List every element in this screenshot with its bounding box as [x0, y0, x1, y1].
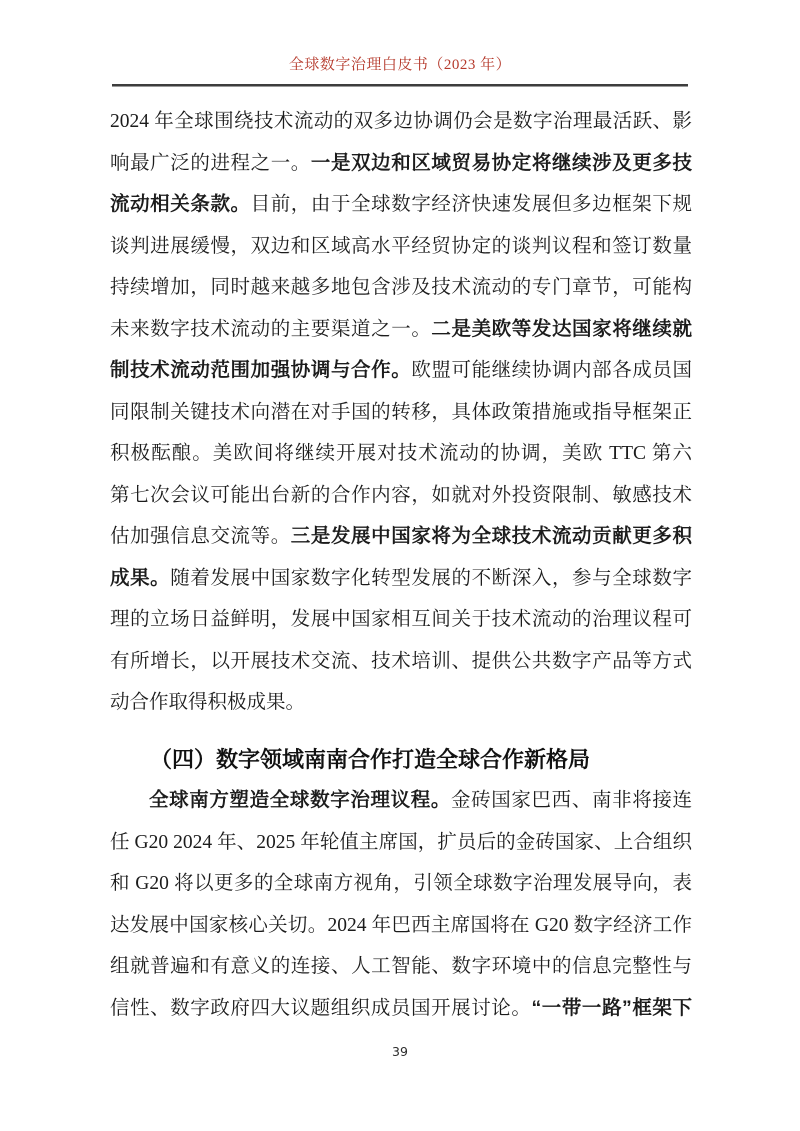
bold-text-segment: “一带一路”框架下: [531, 996, 692, 1019]
bold-text-segment: 全球南方塑造全球数字治理议程。: [149, 789, 452, 811]
paragraph-technology-flow-outlook: [110, 101, 692, 724]
text-line: [110, 267, 692, 309]
text-line: [110, 863, 692, 905]
text-line: [110, 101, 692, 143]
text-segment: 组就普遍和有意义的连接、人工智能、数字环境中的信息完整性与: [110, 956, 692, 977]
text-segment: 随着发展中国家数字化转型发展的不断深入，参与全球数字: [170, 567, 692, 589]
text-line: [110, 905, 692, 947]
text-line: [110, 226, 692, 268]
text-segment: 理的立场日益鲜明，发展中国家相互间关于技术流动的治理议程可: [110, 609, 692, 630]
text-line: [110, 946, 692, 988]
text-line: [110, 558, 692, 600]
text-segment: 有所增长，以开展技术交流、技术培训、提供公共数字产品等方式: [110, 650, 692, 672]
page-number: 39: [392, 1044, 408, 1059]
text-segment: 响最广泛的进程之一。: [110, 152, 311, 174]
section-heading: （四）数字领域南南合作打造全球合作新格局: [150, 746, 591, 772]
bold-text-segment: 成果。: [110, 566, 171, 589]
text-line: [110, 780, 692, 822]
text-line: [110, 822, 692, 864]
text-segment: 第七次会议可能出台新的合作内容，如就对外投资限制、敏感技术: [110, 484, 692, 506]
text-line: [110, 599, 692, 641]
text-segment: 目前，由于全球数字经济快速发展但多边框架下规: [250, 194, 692, 215]
bold-text-segment: 三是发展中国家将为全球技术流动贡献更多积: [290, 525, 692, 547]
bold-text-segment: 一是双边和区域贸易协定将继续涉及更多技: [310, 151, 692, 174]
text-segment: 金砖国家巴西、南非将接连: [451, 790, 692, 811]
text-segment: 估加强信息交流等。: [110, 526, 291, 547]
text-segment: 欧盟可能继续协调内部各成员国: [411, 360, 692, 381]
text-line: [110, 392, 692, 434]
text-line: [110, 309, 692, 351]
bold-text-segment: 制技术流动范围加强协调与合作。: [110, 359, 412, 381]
text-segment: 达发展中国家核心关切。2024 年巴西主席国将在 G20 数字经济工作: [110, 914, 692, 936]
text-line: [110, 143, 692, 185]
text-line: [110, 184, 692, 226]
document-body: [110, 101, 692, 1029]
text-segment: 和 G20 将以更多的全球南方视角，引领全球数字治理发展导向，表: [110, 873, 692, 894]
header-rule: [112, 84, 688, 87]
header-title: 全球数字治理白皮书（2023 年）: [288, 57, 512, 73]
text-segment: 未来数字技术流动的主要渠道之一。: [110, 318, 432, 340]
text-segment: 谈判进展缓慢，双边和区域高水平经贸协定的谈判议程和签订数量: [110, 235, 692, 257]
text-line: [110, 641, 692, 683]
text-segment: 信性、数字政府四大议题组织成员国开展讨论。: [110, 997, 532, 1019]
text-line: [110, 988, 692, 1030]
text-line: [110, 682, 692, 724]
text-segment: 积极酝酿。美欧间将继续开展对技术流动的协调，美欧 TTC 第六: [110, 443, 692, 464]
text-segment: 动合作取得积极成果。: [110, 692, 306, 713]
bold-text-segment: 流动相关条款。: [110, 193, 251, 215]
text-segment: 持续增加，同时越来越多地包含涉及技术流动的专门章节，可能构: [110, 277, 692, 298]
text-segment: 2024 年全球围绕技术流动的双多边协调仍会是数字治理最活跃、影: [110, 111, 692, 132]
text-line: [110, 516, 692, 558]
bold-text-segment: 二是美欧等发达国家将继续就: [431, 317, 692, 340]
text-line: [110, 350, 692, 392]
text-segment: 同限制关键技术向潜在对手国的转移，具体政策措施或指导框架正: [110, 401, 692, 423]
paragraph-south-south-cooperation: [110, 780, 692, 1029]
text-line: [110, 475, 692, 517]
text-line: [110, 433, 692, 475]
text-segment: 任 G20 2024 年、2025 年轮值主席国，扩员后的金砖国家、上合组织: [110, 831, 692, 853]
